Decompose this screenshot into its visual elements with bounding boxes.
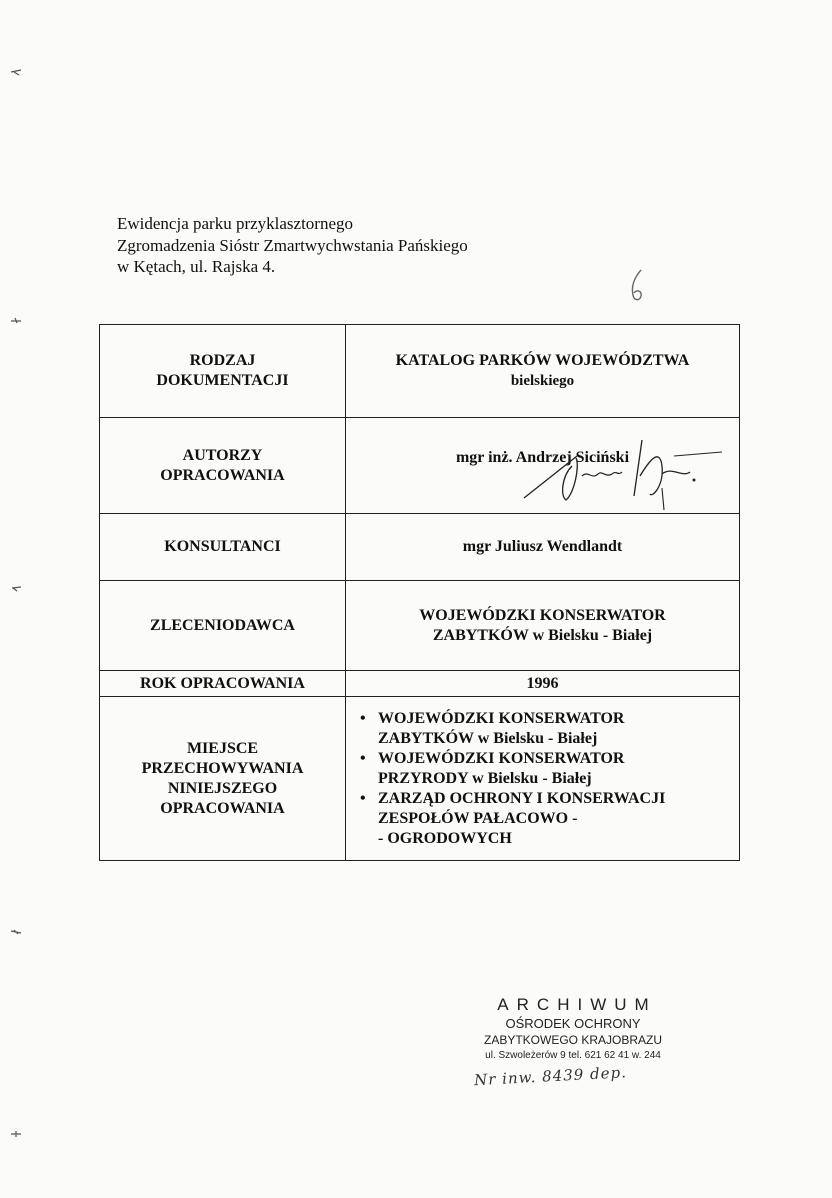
row-value: 1996 xyxy=(346,671,740,697)
table-row xyxy=(100,418,740,514)
scan-mark xyxy=(10,928,22,936)
row-label: MIEJSCE PRZECHOWYWANIA NINIEJSZEGO OPRACOWANIA xyxy=(100,697,346,861)
row-value xyxy=(346,697,740,861)
list-item: • WOJEWÓDZKI KONSERWATOR PRZYRODY w Bielsku - Białej xyxy=(352,749,733,789)
handwritten-signature xyxy=(522,436,732,514)
heading-line: Zgromadzenia Sióstr Zmartwychwstania Pańskiego xyxy=(117,235,468,255)
table-row xyxy=(100,514,740,581)
archive-stamp xyxy=(468,994,678,1064)
table-row xyxy=(100,671,740,697)
list-item: • ZARZĄD OCHRONY I KONSERWACJI ZESPOŁÓW PAŁACOWO - - OGRODOWYCH xyxy=(352,789,733,849)
documentation-table xyxy=(99,324,740,861)
author-name: mgr inż. Andrzej Siciński xyxy=(455,448,630,466)
stamp-title: ARCHIWUM xyxy=(497,995,657,1014)
row-value xyxy=(346,418,740,514)
row-value: mgr Juliusz Wendlandt xyxy=(346,514,740,581)
row-value: KATALOG PARKÓW WOJEWÓDZTWA bielskiego xyxy=(346,325,740,418)
scan-mark xyxy=(10,584,22,592)
row-label: KONSULTANCI xyxy=(100,514,346,581)
table-row xyxy=(100,581,740,671)
stamp-line: OŚRODEK OCHRONY xyxy=(505,1016,641,1031)
list-item: • WOJEWÓDZKI KONSERWATOR ZABYTKÓW w Bielsku - Białej xyxy=(352,709,733,749)
handwritten-page-number xyxy=(628,268,648,304)
inventory-number-note: Nr inw. 8439 dep. xyxy=(473,1063,628,1090)
row-label: AUTORZY OPRACOWANIA xyxy=(100,418,346,514)
scan-mark xyxy=(10,68,22,76)
storage-places-list xyxy=(352,709,733,849)
heading-line: w Kętach, ul. Rajska 4. xyxy=(117,257,276,276)
row-label: RODZAJ DOKUMENTACJI xyxy=(100,325,346,418)
heading-line: Ewidencja parku przyklasztornego xyxy=(117,214,354,233)
row-value: WOJEWÓDZKI KONSERWATOR ZABYTKÓW w Bielsku - Białej xyxy=(346,581,740,671)
table-row xyxy=(100,697,740,861)
row-label: ZLECENIODAWCA xyxy=(100,581,346,671)
stamp-line: ZABYTKOWEGO KRAJOBRAZU xyxy=(483,1033,663,1047)
table-row xyxy=(100,325,740,418)
scan-mark xyxy=(10,316,22,324)
document-heading xyxy=(117,213,468,278)
scan-mark xyxy=(10,1130,22,1138)
row-label: ROK OPRACOWANIA xyxy=(100,671,346,697)
stamp-address: ul. Szwoleżerów 9 tel. 621 62 41 w. 244 xyxy=(485,1050,661,1061)
